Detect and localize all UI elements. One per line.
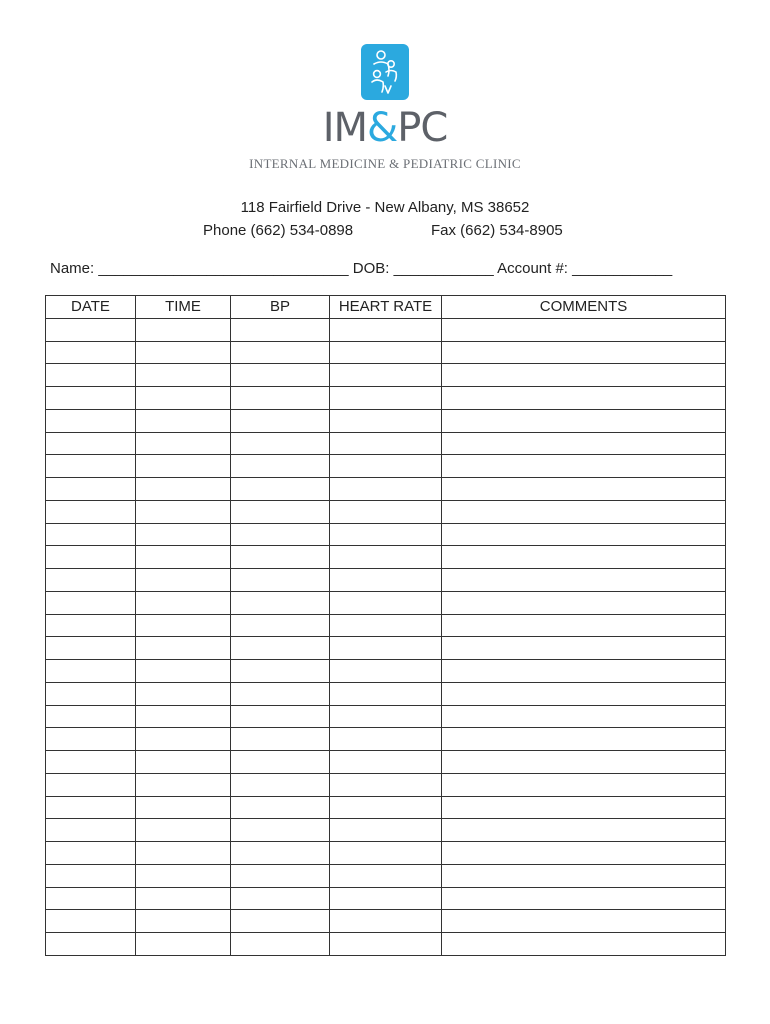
cell-comments[interactable]	[442, 773, 726, 796]
table-row	[46, 842, 726, 865]
cell-date[interactable]	[46, 614, 136, 637]
cell-bp[interactable]	[231, 387, 330, 410]
cell-heart-rate[interactable]	[330, 773, 442, 796]
cell-comments[interactable]	[442, 819, 726, 842]
cell-heart-rate[interactable]	[330, 728, 442, 751]
vitals-log-table	[45, 295, 726, 956]
cell-date[interactable]	[46, 705, 136, 728]
logo-tagline: INTERNAL MEDICINE & PEDIATRIC CLINIC	[249, 156, 521, 171]
cell-bp[interactable]	[231, 705, 330, 728]
table-row	[46, 614, 726, 637]
cell-bp[interactable]	[231, 341, 330, 364]
cell-date[interactable]	[46, 751, 136, 774]
cell-bp[interactable]	[231, 591, 330, 614]
cell-time[interactable]	[136, 546, 231, 569]
cell-heart-rate[interactable]	[330, 796, 442, 819]
cell-date[interactable]	[46, 591, 136, 614]
column-header-heart-rate: HEART RATE	[330, 296, 442, 319]
cell-date[interactable]	[46, 887, 136, 910]
table-header-row	[46, 296, 726, 319]
cell-comments[interactable]	[442, 546, 726, 569]
cell-bp[interactable]	[231, 728, 330, 751]
cell-date[interactable]	[46, 409, 136, 432]
table-row	[46, 751, 726, 774]
cell-comments[interactable]	[442, 455, 726, 478]
cell-date[interactable]	[46, 773, 136, 796]
cell-bp[interactable]	[231, 569, 330, 592]
cell-date[interactable]	[46, 478, 136, 501]
cell-comments[interactable]	[442, 432, 726, 455]
cell-bp[interactable]	[231, 933, 330, 956]
cell-time[interactable]	[136, 751, 231, 774]
cell-comments[interactable]	[442, 933, 726, 956]
cell-bp[interactable]	[231, 364, 330, 387]
cell-heart-rate[interactable]	[330, 819, 442, 842]
table-row	[46, 364, 726, 387]
cell-time[interactable]	[136, 933, 231, 956]
cell-date[interactable]	[46, 318, 136, 341]
dob-field[interactable]: DOB: ____________	[352, 260, 494, 277]
cell-date[interactable]	[46, 819, 136, 842]
cell-time[interactable]	[136, 455, 231, 478]
cell-heart-rate[interactable]	[330, 500, 442, 523]
cell-heart-rate[interactable]	[330, 478, 442, 501]
cell-comments[interactable]	[442, 364, 726, 387]
cell-heart-rate[interactable]	[330, 682, 442, 705]
cell-bp[interactable]	[231, 614, 330, 637]
cell-date[interactable]	[46, 842, 136, 865]
cell-date[interactable]	[46, 455, 136, 478]
cell-comments[interactable]	[442, 318, 726, 341]
logo-wordmark-pc: PC	[397, 105, 448, 151]
cell-comments[interactable]	[442, 682, 726, 705]
cell-bp[interactable]	[231, 660, 330, 683]
table-row	[46, 478, 726, 501]
cell-time[interactable]	[136, 478, 231, 501]
cell-bp[interactable]	[231, 751, 330, 774]
cell-date[interactable]	[46, 364, 136, 387]
cell-date[interactable]	[46, 341, 136, 364]
cell-heart-rate[interactable]	[330, 705, 442, 728]
clinic-fax: Fax (662) 534-8905	[431, 222, 563, 239]
cell-bp[interactable]	[231, 682, 330, 705]
cell-date[interactable]	[46, 523, 136, 546]
cell-bp[interactable]	[231, 819, 330, 842]
table-row	[46, 546, 726, 569]
cell-heart-rate[interactable]	[330, 318, 442, 341]
cell-time[interactable]	[136, 728, 231, 751]
cell-time[interactable]	[136, 705, 231, 728]
table-row	[46, 455, 726, 478]
cell-date[interactable]	[46, 500, 136, 523]
cell-comments[interactable]	[442, 523, 726, 546]
cell-comments[interactable]	[442, 660, 726, 683]
cell-bp[interactable]	[231, 500, 330, 523]
cell-comments[interactable]	[442, 842, 726, 865]
cell-time[interactable]	[136, 432, 231, 455]
table-row	[46, 500, 726, 523]
table-row	[46, 660, 726, 683]
cell-heart-rate[interactable]	[330, 432, 442, 455]
cell-time[interactable]	[136, 864, 231, 887]
cell-bp[interactable]	[231, 455, 330, 478]
table-row	[46, 819, 726, 842]
cell-bp[interactable]	[231, 523, 330, 546]
cell-heart-rate[interactable]	[330, 933, 442, 956]
cell-heart-rate[interactable]	[330, 842, 442, 865]
cell-heart-rate[interactable]	[330, 409, 442, 432]
cell-comments[interactable]	[442, 910, 726, 933]
cell-comments[interactable]	[442, 409, 726, 432]
column-header-bp: BP	[231, 296, 330, 319]
cell-time[interactable]	[136, 819, 231, 842]
cell-bp[interactable]	[231, 637, 330, 660]
column-header-time: TIME	[136, 296, 231, 319]
cell-time[interactable]	[136, 409, 231, 432]
cell-bp[interactable]	[231, 887, 330, 910]
cell-date[interactable]	[46, 569, 136, 592]
cell-comments[interactable]	[442, 569, 726, 592]
cell-time[interactable]	[136, 523, 231, 546]
cell-date[interactable]	[46, 546, 136, 569]
cell-time[interactable]	[136, 637, 231, 660]
logo-wordmark	[0, 106, 770, 150]
cell-time[interactable]	[136, 660, 231, 683]
cell-bp[interactable]	[231, 796, 330, 819]
clinic-address: 118 Fairfield Drive - New Albany, MS 38652	[240, 199, 530, 216]
table-row	[46, 910, 726, 933]
cell-heart-rate[interactable]	[330, 751, 442, 774]
column-header-date: DATE	[46, 296, 136, 319]
cell-comments[interactable]	[442, 728, 726, 751]
family-silhouette-icon	[361, 44, 409, 100]
cell-time[interactable]	[136, 387, 231, 410]
cell-time[interactable]	[136, 842, 231, 865]
patient-fields	[50, 259, 672, 279]
cell-bp[interactable]	[231, 910, 330, 933]
cell-comments[interactable]	[442, 705, 726, 728]
cell-heart-rate[interactable]	[330, 910, 442, 933]
cell-bp[interactable]	[231, 432, 330, 455]
cell-comments[interactable]	[442, 387, 726, 410]
cell-date[interactable]	[46, 910, 136, 933]
cell-bp[interactable]	[231, 864, 330, 887]
cell-comments[interactable]	[442, 796, 726, 819]
cell-date[interactable]	[46, 387, 136, 410]
cell-time[interactable]	[136, 569, 231, 592]
cell-comments[interactable]	[442, 637, 726, 660]
clinic-phone: Phone (662) 534-0898	[203, 222, 354, 239]
cell-date[interactable]	[46, 682, 136, 705]
cell-time[interactable]	[136, 887, 231, 910]
table-row	[46, 591, 726, 614]
cell-date[interactable]	[46, 432, 136, 455]
cell-time[interactable]	[136, 341, 231, 364]
table-row	[46, 637, 726, 660]
table-row	[46, 728, 726, 751]
logo-wordmark-im: IM	[322, 105, 368, 151]
cell-bp[interactable]	[231, 318, 330, 341]
cell-date[interactable]	[46, 864, 136, 887]
table-row	[46, 796, 726, 819]
cell-time[interactable]	[136, 614, 231, 637]
cell-time[interactable]	[136, 796, 231, 819]
cell-comments[interactable]	[442, 591, 726, 614]
cell-heart-rate[interactable]	[330, 887, 442, 910]
table-row	[46, 705, 726, 728]
cell-time[interactable]	[136, 500, 231, 523]
cell-date[interactable]	[46, 728, 136, 751]
cell-bp[interactable]	[231, 842, 330, 865]
cell-time[interactable]	[136, 318, 231, 341]
cell-heart-rate[interactable]	[330, 569, 442, 592]
cell-date[interactable]	[46, 637, 136, 660]
cell-bp[interactable]	[231, 409, 330, 432]
table-row	[46, 523, 726, 546]
table-row	[46, 569, 726, 592]
table-row	[46, 341, 726, 364]
table-row	[46, 887, 726, 910]
cell-bp[interactable]	[231, 546, 330, 569]
cell-comments[interactable]	[442, 751, 726, 774]
cell-time[interactable]	[136, 773, 231, 796]
cell-heart-rate[interactable]	[330, 614, 442, 637]
cell-heart-rate[interactable]	[330, 637, 442, 660]
table-row	[46, 682, 726, 705]
cell-heart-rate[interactable]	[330, 546, 442, 569]
cell-time[interactable]	[136, 591, 231, 614]
cell-bp[interactable]	[231, 478, 330, 501]
cell-date[interactable]	[46, 796, 136, 819]
cell-bp[interactable]	[231, 773, 330, 796]
account-number-field[interactable]: Account #: ____________	[497, 260, 673, 277]
table-row	[46, 387, 726, 410]
table-row	[46, 864, 726, 887]
table-row	[46, 318, 726, 341]
cell-heart-rate[interactable]	[330, 864, 442, 887]
cell-comments[interactable]	[442, 478, 726, 501]
table-row	[46, 409, 726, 432]
cell-comments[interactable]	[442, 887, 726, 910]
table-row	[46, 432, 726, 455]
cell-heart-rate[interactable]	[330, 387, 442, 410]
logo-wordmark-ampersand: &	[367, 105, 398, 151]
cell-date[interactable]	[46, 933, 136, 956]
column-header-comments: COMMENTS	[442, 296, 726, 319]
cell-heart-rate[interactable]	[330, 660, 442, 683]
cell-heart-rate[interactable]	[330, 341, 442, 364]
cell-date[interactable]	[46, 660, 136, 683]
cell-time[interactable]	[136, 364, 231, 387]
cell-heart-rate[interactable]	[330, 523, 442, 546]
name-field[interactable]: Name: ______________________________	[50, 260, 349, 277]
cell-comments[interactable]	[442, 500, 726, 523]
cell-heart-rate[interactable]	[330, 364, 442, 387]
cell-heart-rate[interactable]	[330, 455, 442, 478]
cell-time[interactable]	[136, 682, 231, 705]
table-row	[46, 933, 726, 956]
cell-comments[interactable]	[442, 614, 726, 637]
cell-comments[interactable]	[442, 864, 726, 887]
table-row	[46, 773, 726, 796]
table-body	[46, 318, 726, 955]
cell-comments[interactable]	[442, 341, 726, 364]
cell-heart-rate[interactable]	[330, 591, 442, 614]
cell-time[interactable]	[136, 910, 231, 933]
